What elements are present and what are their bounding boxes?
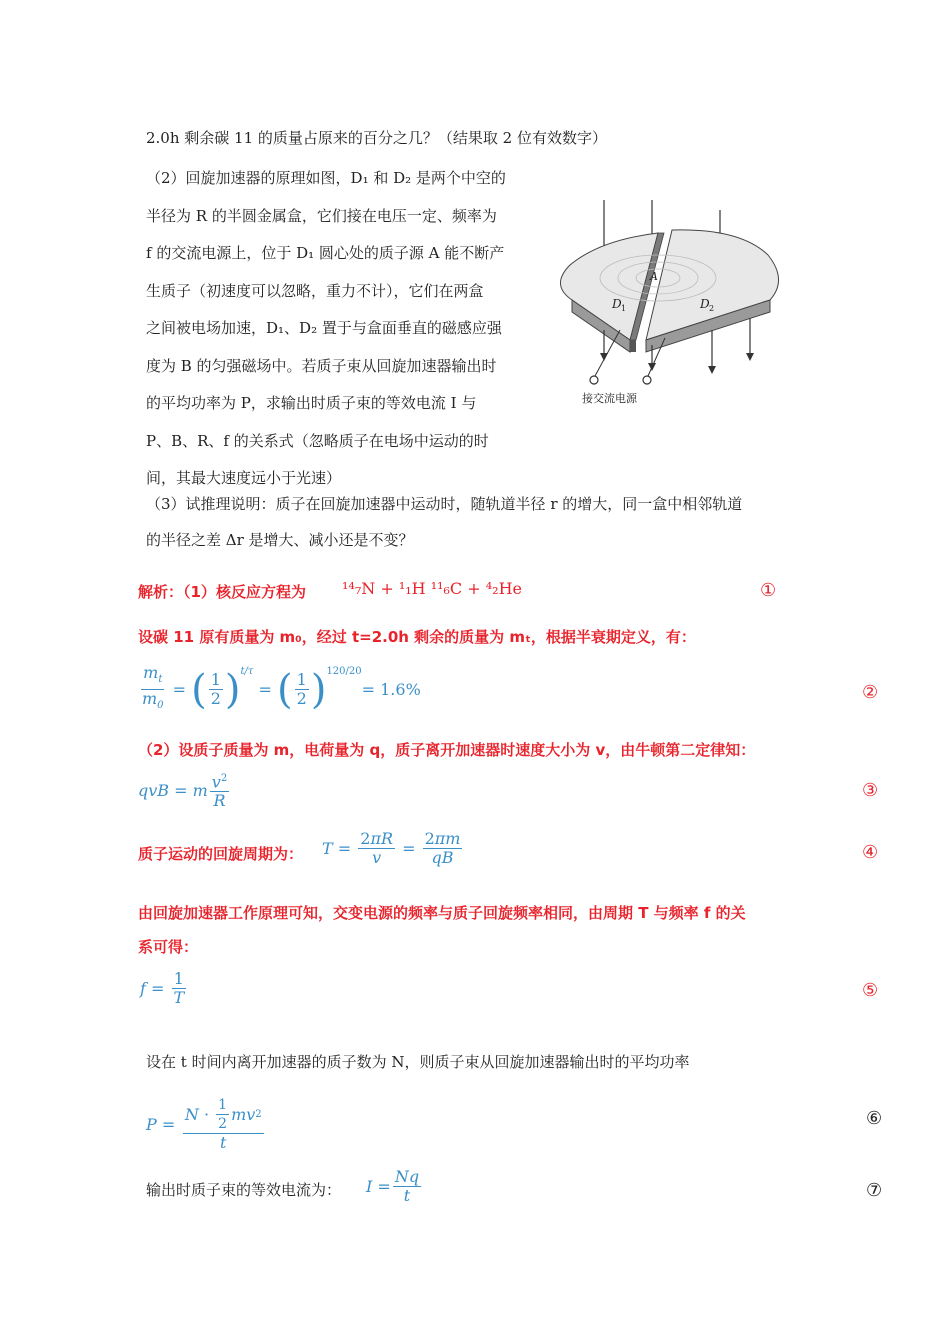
solution-5-text-2: 系可得： [138,938,199,956]
figure-caption: 接交流电源 [582,392,637,405]
label-d1-sub: 1 [621,304,627,313]
marker-5: ⑤ [862,980,879,1001]
label-d1: D [612,297,622,311]
solution-2-result: = 1.6% [361,680,421,700]
q2-line: 半径为 R 的半圆金属盒，它们接在电压一定、频率为 [146,206,497,225]
solution-4-text: 质子运动的回旋周期为： [138,845,304,863]
solution-2-equation: $\frac{m_t}{m_0}$ = ( $\frac{1}{2}$ ) $^{t/\tau}$ = ( $\frac{1}{2}$ ) $^{120/20}$ = 1.6% [142,663,421,713]
q2-line: 之间被电场加速，D₁、D₂ 置于与盒面垂直的磁感应强 [146,319,502,337]
solution-7-equation: I = $\frac{Nq}{t}$ [366,1167,420,1205]
marker-3: ③ [862,780,879,801]
cyclotron-diagram [540,190,790,410]
marker-2: ② [862,682,879,703]
intro-line: 2.0h 剩余碳 11 的质量占原来的百分之几？（结果取 2 位有效数字） [146,129,607,147]
q2-line: （2）回旋加速器的原理如图，D₁ 和 D₂ 是两个中空的 [146,169,506,187]
q2-line: f 的交流电源上，位于 D₁ 圆心处的质子源 A 能不断产 [146,244,505,262]
q2-line: 生质子（初速度可以忽略，重力不计），它们在两盒 [146,281,484,300]
solution-3-text: （2）设质子质量为 m，电荷量为 q，质子离开加速器时速度大小为 v，由牛顿第二定律知： [138,741,756,759]
marker-6: ⑥ [866,1108,883,1129]
marker-1: ① [760,580,777,601]
terminal-icon [643,376,651,384]
marker-7: ⑦ [866,1180,883,1201]
terminal-icon [590,376,598,384]
solution-6-equation: P = N · $\frac{1}{2}$ mv 2 t [146,1097,262,1152]
solution-4-equation: T = $\frac{2\pi R}{v}$ = $\frac{2\pi m}{qB}$ [322,829,461,867]
solution-3-lhs: qvB = m [138,780,208,800]
q2-line: 的平均功率为 P，求输出时质子束的等效电流 I 与 [146,394,477,412]
solution-7-text: 输出时质子束的等效电流为： [146,1181,342,1199]
question-2-block [146,160,506,498]
solution-1-label: 解析：（1）核反应方程为 [138,583,306,601]
q2-line: 间，其最大速度远小于光速） [146,469,342,487]
label-d2: D [700,297,710,311]
solution-6-text: 设在 t 时间内离开加速器的质子数为 N，则质子束从回旋加速器输出时的平均功率 [146,1053,690,1071]
solution-5-text-1: 由回旋加速器工作原理可知，交变电源的频率与质子回旋频率相同，由周期 T 与频率 f 的关 [138,904,746,922]
q2-line: P、B、R、f 的关系式（忽略质子在电场中运动的时 [146,431,489,450]
label-a: A [650,270,658,283]
solution-3-equation: qvB = m $\frac{v^2}{R}$ [138,770,231,810]
solution-5-equation: f = $\frac{1}{T}$ [140,969,185,1007]
marker-4: ④ [862,842,879,863]
q2-line: 度为 B 的匀强磁场中。若质子束从回旋加速器输出时 [146,356,497,375]
solution-2-text: 设碳 11 原有质量为 m₀，经过 t=2.0h 剩余的质量为 mₜ，根据半衰期定义，有： [138,628,696,646]
label-d2-sub: 2 [709,304,715,313]
q3-line-2: 的半径之差 Δr 是增大、减小还是不变？ [146,531,414,549]
solution-1-equation: ¹⁴₇N + ¹₁H ¹¹₆C + ⁴₂He [342,579,522,598]
q3-line-1: （3）试推理说明：质子在回旋加速器中运动时，随轨道半径 r 的增大，同一盒中相邻轨道 [146,495,743,513]
